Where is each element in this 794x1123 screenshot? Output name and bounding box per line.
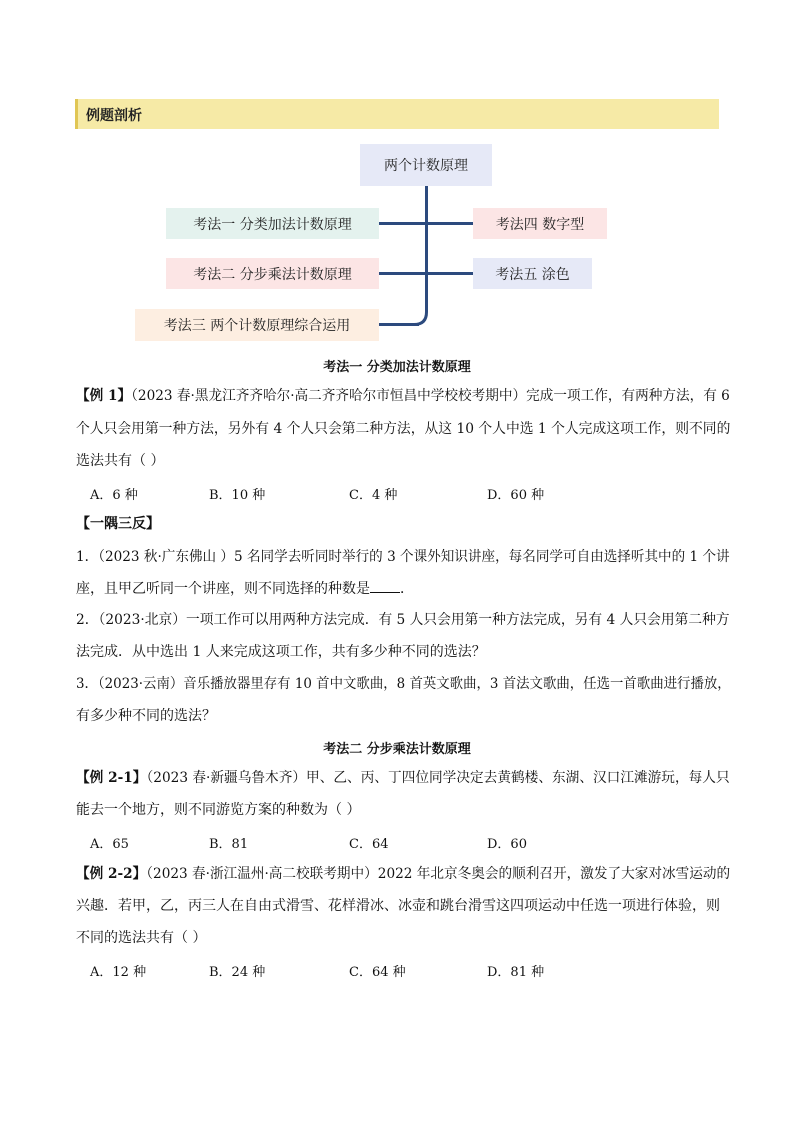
example-2-1-option-c: C．64	[349, 837, 389, 852]
example-2-2-option-a: A．12 种	[90, 965, 147, 980]
practice-title: 【一隅三反】	[76, 516, 160, 532]
diagram-trunk	[425, 186, 428, 312]
example-2-1-option-d: D．60	[487, 837, 527, 852]
diagram-left-2: 考法二 分步乘法计数原理	[166, 258, 379, 289]
section-heading-1: 考法一 分类加法计数原理	[323, 360, 471, 375]
example-1-option-d: D．60 种	[487, 488, 545, 503]
example-2-2-option-c: C．64 种	[349, 965, 406, 980]
example-2-2-tag: 【例 2-2】	[76, 866, 147, 882]
section-heading-2: 考法二 分步乘法计数原理	[323, 742, 471, 757]
practice-3-line-2: 有多少种不同的选法？	[76, 708, 216, 724]
example-2-2-option-d: D．81 种	[487, 965, 545, 980]
example-1-option-a: A．6 种	[90, 488, 138, 503]
example-1-tag: 【例 1】	[76, 388, 132, 404]
example-1-line-2: 个人只会用第一种方法，另外有 4 个人只会第二种方法，从这 10 个人中选 1 个人完成这项工作，则不同的	[76, 421, 731, 437]
practice-1-line-1: 1．（2023 秋·广东佛山 ）5 名同学去听同时举行的 3 个课外知识讲座，每名同学可自由选择听其中的 1 个讲	[76, 549, 730, 565]
section-banner	[75, 99, 719, 129]
connector-curve	[412, 306, 432, 326]
practice-1-text-2: 座，且甲乙听同一个讲座，则不同选择的种数是	[76, 581, 370, 597]
example-2-2-line-2: 兴趣．若甲，乙，丙三人在自由式滑雪、花样滑冰、冰壶和跳台滑雪这四项运动中任选一项进行体验，则	[76, 898, 720, 914]
example-2-1-option-a: A．65	[90, 837, 129, 852]
practice-3-line-1: 3．（2023·云南）音乐播放器里存有 10 首中文歌曲，8 首英文歌曲，3 首法文歌曲，任选一首歌曲进行播放，	[76, 676, 731, 692]
connector-left-2	[379, 272, 473, 275]
diagram-left-1: 考法一 分类加法计数原理	[166, 208, 379, 239]
connector-left-1	[379, 222, 473, 225]
example-2-1-line-1	[76, 768, 730, 788]
example-2-2-option-b: B．24 种	[209, 965, 266, 980]
example-2-1-line-2: 能去一个地方，则不同游览方案的种数为（ ）	[76, 802, 361, 818]
banner-label: 例题剖析	[86, 108, 142, 124]
example-1-line-3: 选法共有（ ）	[76, 453, 165, 469]
diagram-root: 两个计数原理	[360, 144, 492, 186]
example-1-option-b: B．10 种	[209, 488, 266, 503]
example-2-1-text-1: （2023 春·新疆乌鲁木齐）甲、乙、丙、丁四位同学决定去黄鹤楼、东湖、汉口江滩游玩，每人只	[146, 770, 730, 786]
practice-1-period: ．	[400, 581, 414, 597]
example-1-text-1: （2023 春·黑龙江齐齐哈尔·高二齐齐哈尔市恒昌中学校校考期中）完成一项工作，有两种方法，有 6	[131, 388, 730, 404]
practice-2-line-2: 法完成．从中选出 1 人来完成这项工作，共有多少种不同的选法？	[76, 644, 486, 660]
example-2-1-tag: 【例 2-1】	[76, 770, 147, 786]
practice-2-line-1: 2．（2023·北京）一项工作可以用两种方法完成．有 5 人只会用第一种方法完成，另有 4 人只会用第二种方	[76, 612, 730, 628]
example-1-option-c: C．4 种	[349, 488, 398, 503]
example-2-2-line-3: 不同的选法共有（ ）	[76, 930, 207, 946]
diagram-left-3: 考法三 两个计数原理综合运用	[135, 309, 379, 341]
practice-1-line-2	[76, 579, 414, 599]
banner-accent	[75, 99, 78, 129]
diagram-right-1: 考法四 数字型	[473, 208, 607, 239]
example-2-2-text-1: （2023 春·浙江温州·高二校联考期中）2022 年北京冬奥会的顺利召开，激发了大家对冰雪运动的	[146, 866, 731, 882]
example-2-2-line-1	[76, 864, 730, 884]
answer-blank	[370, 580, 400, 593]
diagram-right-2: 考法五 涂色	[473, 258, 592, 289]
example-2-1-option-b: B．81	[209, 837, 249, 852]
example-1-line-1	[76, 386, 730, 406]
